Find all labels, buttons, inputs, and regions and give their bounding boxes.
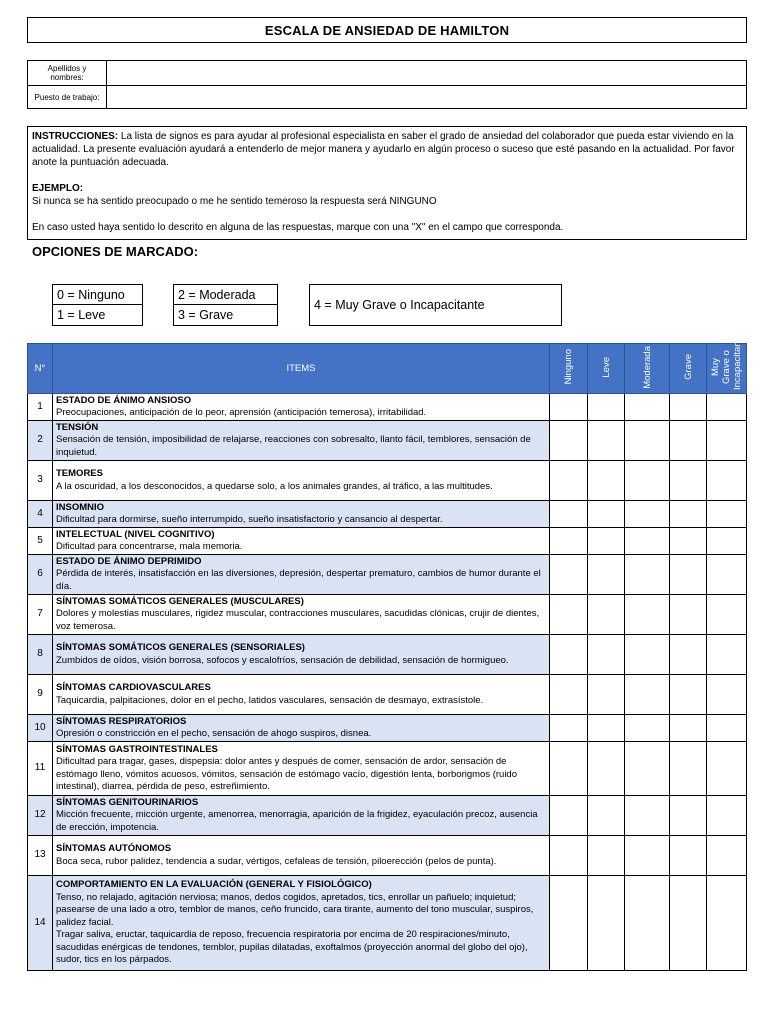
form-title: ESCALA DE ANSIEDAD DE HAMILTON [27, 17, 747, 43]
row-number: 4 [28, 501, 53, 528]
table-row [28, 555, 747, 595]
row-item [53, 675, 550, 715]
mark-cell-muy-grave[interactable] [707, 796, 747, 836]
example-label: EJEMPLO: [32, 183, 84, 194]
table-row [28, 876, 747, 971]
option-0: 0 = Ninguno [52, 284, 143, 305]
mark-cell-moderada[interactable] [625, 796, 670, 836]
mark-cell-moderada[interactable] [625, 715, 670, 742]
mark-cell-ninguno[interactable] [550, 742, 588, 796]
mark-cell-leve[interactable] [588, 796, 625, 836]
mark-cell-muy-grave[interactable] [707, 461, 747, 501]
mark-cell-leve[interactable] [588, 635, 625, 675]
row-number: 5 [28, 528, 53, 555]
mark-cell-muy-grave[interactable] [707, 635, 747, 675]
mark-cell-muy-grave[interactable] [707, 528, 747, 555]
option-3: 3 = Grave [173, 305, 278, 326]
col-number: N° [28, 344, 53, 394]
item-description: Opresión o constricción en el pecho, sensación de ahogo suspiros, disnea. [56, 728, 372, 739]
row-number: 8 [28, 635, 53, 675]
mark-cell-grave[interactable] [670, 836, 707, 876]
mark-cell-moderada[interactable] [625, 876, 670, 971]
row-number: 9 [28, 675, 53, 715]
mark-cell-leve[interactable] [588, 742, 625, 796]
row-number: 14 [28, 876, 53, 971]
instructions-label: INSTRUCCIONES: [32, 131, 119, 142]
row-number: 6 [28, 555, 53, 595]
item-title: COMPORTAMIENTO EN LA EVALUACIÓN (GENERAL Y FISIOLÓGICO) [56, 879, 372, 891]
name-label: Apellidos y nombres: [28, 61, 107, 86]
mark-cell-leve[interactable] [588, 595, 625, 635]
row-item [53, 715, 550, 742]
table-row [28, 595, 747, 635]
col-muy-grave: Muy Grave o Incapacitante [707, 344, 747, 394]
row-item [53, 836, 550, 876]
item-title: SÍNTOMAS RESPIRATORIOS [56, 715, 187, 727]
item-description: Boca seca, rubor palidez, tendencia a sudar, vértigos, cefaleas de tensión, piloerección (pelos de punta). [56, 855, 497, 867]
item-description: Preocupaciones, anticipación de lo peor, aprensión (anticipación temerosa), irritabilidad. [56, 407, 427, 418]
row-item [53, 394, 550, 421]
mark-cell-moderada[interactable] [625, 528, 670, 555]
mark-cell-grave[interactable] [670, 635, 707, 675]
item-description: Sensación de tensión, imposibilidad de relajarse, reacciones con sobresalto, llanto fácil, temblores, sensación de inquietud. [56, 434, 531, 458]
mark-cell-leve[interactable] [588, 394, 625, 421]
mark-cell-ninguno[interactable] [550, 715, 588, 742]
mark-cell-ninguno[interactable] [550, 394, 588, 421]
item-title: SÍNTOMAS GENITOURINARIOS [56, 796, 199, 808]
mark-cell-ninguno[interactable] [550, 528, 588, 555]
row-number: 1 [28, 394, 53, 421]
item-title: INSOMNIO [56, 501, 105, 513]
item-title: TEMORES [56, 468, 103, 479]
row-number: 7 [28, 595, 53, 635]
mark-cell-muy-grave[interactable] [707, 675, 747, 715]
mark-cell-moderada[interactable] [625, 461, 670, 501]
item-description: Dolores y molestias musculares, rigidez muscular, contracciones musculares, sacudidas clónicas, crujir de dientes, voz temerosa. [56, 608, 540, 632]
row-item [53, 595, 550, 635]
row-item [53, 742, 550, 796]
table-row [28, 715, 747, 742]
table-row [28, 742, 747, 796]
col-items: ITEMS [53, 344, 550, 394]
row-item [53, 796, 550, 836]
mark-cell-grave[interactable] [670, 796, 707, 836]
item-title: SÍNTOMAS SOMÁTICOS GENERALES (MUSCULARES) [56, 595, 304, 607]
item-description: Taquicardia, palpitaciones, dolor en el pecho, latidos vasculares, sensación de desmayo, extrasístole. [56, 694, 484, 706]
mark-cell-grave[interactable] [670, 555, 707, 595]
option-4: 4 = Muy Grave o Incapacitante [309, 284, 562, 326]
mark-cell-leve[interactable] [588, 876, 625, 971]
mark-cell-ninguno[interactable] [550, 595, 588, 635]
mark-cell-grave[interactable] [670, 461, 707, 501]
option-2: 2 = Moderada [173, 284, 278, 305]
mark-cell-ninguno[interactable] [550, 635, 588, 675]
mark-cell-moderada[interactable] [625, 836, 670, 876]
mark-cell-grave[interactable] [670, 421, 707, 461]
row-number: 3 [28, 461, 53, 501]
mark-cell-grave[interactable] [670, 742, 707, 796]
table-row [28, 796, 747, 836]
mark-cell-muy-grave[interactable] [707, 555, 747, 595]
mark-cell-muy-grave[interactable] [707, 394, 747, 421]
job-label: Puesto de trabajo: [28, 86, 107, 109]
mark-cell-grave[interactable] [670, 394, 707, 421]
mark-cell-ninguno[interactable] [550, 836, 588, 876]
mark-cell-grave[interactable] [670, 675, 707, 715]
mark-cell-moderada[interactable] [625, 635, 670, 675]
row-item [53, 555, 550, 595]
example-answer: NINGUNO [389, 196, 437, 207]
table-row [28, 394, 747, 421]
table-row [28, 635, 747, 675]
mark-cell-moderada[interactable] [625, 555, 670, 595]
row-item [53, 876, 550, 971]
instructions-box [27, 126, 747, 240]
person-info-table [27, 60, 747, 109]
item-description: Micción frecuente, micción urgente, amenorrea, menorragia, aparición de la frigidez, eyaculación precoz, ausencia de erección, impotencia. [56, 809, 538, 833]
mark-cell-leve[interactable] [588, 528, 625, 555]
item-description: Dificultad para dormirse, sueño interrumpido, sueño insatisfactorio y cansancio al despertar. [56, 514, 443, 525]
mark-cell-ninguno[interactable] [550, 421, 588, 461]
mark-cell-ninguno[interactable] [550, 461, 588, 501]
item-title: SÍNTOMAS AUTÓNOMOS [56, 843, 172, 854]
row-number: 12 [28, 796, 53, 836]
option-1: 1 = Leve [52, 305, 143, 326]
item-description-2: Tragar saliva, eructar, taquicardia de reposo, frecuencia respiratoria por encima de 20 respiraciones/minuto, sacudidas enérgicas de tendones, temblor, pupilas dilatadas, exoftalmos (proyección anormal del globo del ojo), sudor, tics en los párpados. [56, 929, 528, 966]
item-title: SÍNTOMAS CARDIOVASCULARES [56, 682, 211, 693]
mark-cell-muy-grave[interactable] [707, 742, 747, 796]
item-title: SÍNTOMAS GASTROINTESTINALES [56, 743, 218, 755]
item-description: Dificultad para concentrarse, mala memoria. [56, 541, 243, 552]
mark-cell-muy-grave[interactable] [707, 876, 747, 971]
row-item [53, 501, 550, 528]
item-title: ESTADO DE ÁNIMO DEPRIMIDO [56, 555, 202, 567]
col-ninguno: Ninguno [550, 344, 588, 394]
mark-cell-leve[interactable] [588, 675, 625, 715]
mark-cell-grave[interactable] [670, 528, 707, 555]
table-row [28, 675, 747, 715]
mark-cell-moderada[interactable] [625, 501, 670, 528]
row-number: 13 [28, 836, 53, 876]
item-description: A la oscuridad, a los desconocidos, a quedarse solo, a los animales grandes, al tráfico, a las multitudes. [56, 480, 493, 492]
item-description: Zumbidos de oídos, visión borrosa, sofocos y escalofríos, sensación de debilidad, sensación de hormigueo. [56, 654, 509, 666]
row-number: 2 [28, 421, 53, 461]
table-row [28, 421, 747, 461]
instructions-text: La lista de signos es para ayudar al profesional especialista en saber el grado de ansiedad del colaborador que pueda estar viviendo en la actualidad. La presente evaluación ayudará a entenderlo de mejor manera y ayudarlo en algún proceso o suceso que esté pasando en la actualidad. Por favor anote la puntuación adecuada. [32, 131, 735, 168]
instructions-note: En caso usted haya sentido lo descrito en alguna de las respuestas, marque con una "X" en el campo que corresponda. [32, 222, 564, 233]
row-item [53, 421, 550, 461]
mark-cell-moderada[interactable] [625, 675, 670, 715]
item-title: ESTADO DE ÁNIMO ANSIOSO [56, 394, 192, 406]
row-item [53, 461, 550, 501]
mark-cell-moderada[interactable] [625, 394, 670, 421]
mark-cell-muy-grave[interactable] [707, 595, 747, 635]
name-field[interactable] [107, 61, 747, 86]
items-table [27, 333, 747, 971]
mark-cell-leve[interactable] [588, 461, 625, 501]
item-title: INTELECTUAL (NIVEL COGNITIVO) [56, 528, 215, 540]
row-item [53, 528, 550, 555]
mark-cell-muy-grave[interactable] [707, 421, 747, 461]
mark-cell-grave[interactable] [670, 715, 707, 742]
mark-cell-ninguno[interactable] [550, 501, 588, 528]
mark-cell-leve[interactable] [588, 421, 625, 461]
mark-cell-moderada[interactable] [625, 421, 670, 461]
example-text: Si nunca se ha sentido preocupado o me he sentido temeroso la respuesta será [32, 196, 390, 207]
item-title: TENSIÓN [56, 421, 99, 433]
mark-cell-ninguno[interactable] [550, 876, 588, 971]
table-row [28, 528, 747, 555]
table-row [28, 836, 747, 876]
row-number: 11 [28, 742, 53, 796]
mark-cell-leve[interactable] [588, 501, 625, 528]
mark-cell-grave[interactable] [670, 595, 707, 635]
col-moderada: Moderada [625, 344, 670, 394]
item-description: Tenso, no relajado, agitación nerviosa; manos, dedos cogidos, apretados, tics, enrollar un pañuelo; inquietud; pasearse de una lado a otro, temblor de manos, ceño fruncido, cara tirante, aumento del tono muscular, suspiros, palidez facial. [56, 891, 534, 928]
mark-cell-ninguno[interactable] [550, 796, 588, 836]
mark-cell-moderada[interactable] [625, 742, 670, 796]
table-row [28, 501, 747, 528]
options-title: OPCIONES DE MARCADO: [32, 244, 199, 259]
mark-cell-leve[interactable] [588, 715, 625, 742]
col-leve: Leve [588, 344, 625, 394]
mark-cell-leve[interactable] [588, 836, 625, 876]
mark-cell-ninguno[interactable] [550, 675, 588, 715]
mark-cell-ninguno[interactable] [550, 555, 588, 595]
mark-cell-muy-grave[interactable] [707, 501, 747, 528]
job-field[interactable] [107, 86, 747, 109]
row-item [53, 635, 550, 675]
mark-cell-grave[interactable] [670, 501, 707, 528]
mark-cell-moderada[interactable] [625, 595, 670, 635]
mark-cell-muy-grave[interactable] [707, 836, 747, 876]
row-number: 10 [28, 715, 53, 742]
item-description: Pérdida de interés, insatisfacción en las diversiones, depresión, despertar prematuro, cambios de humor durante el día. [56, 568, 541, 592]
item-title: SÍNTOMAS SOMÁTICOS GENERALES (SENSORIALES) [56, 642, 305, 653]
mark-cell-leve[interactable] [588, 555, 625, 595]
mark-cell-muy-grave[interactable] [707, 715, 747, 742]
col-grave: Grave [670, 344, 707, 394]
mark-cell-grave[interactable] [670, 876, 707, 971]
table-row [28, 461, 747, 501]
item-description: Dificultad para tragar, gases, dispepsia: dolor antes y después de comer, sensación de ardor, sensación de estómago lleno, vómitos acuosos, vómitos, sensación de estómago vacío, digestión lenta, borborigmos (ruido intestinal), diarrea, pérdida de peso, estreñimiento. [56, 756, 517, 792]
